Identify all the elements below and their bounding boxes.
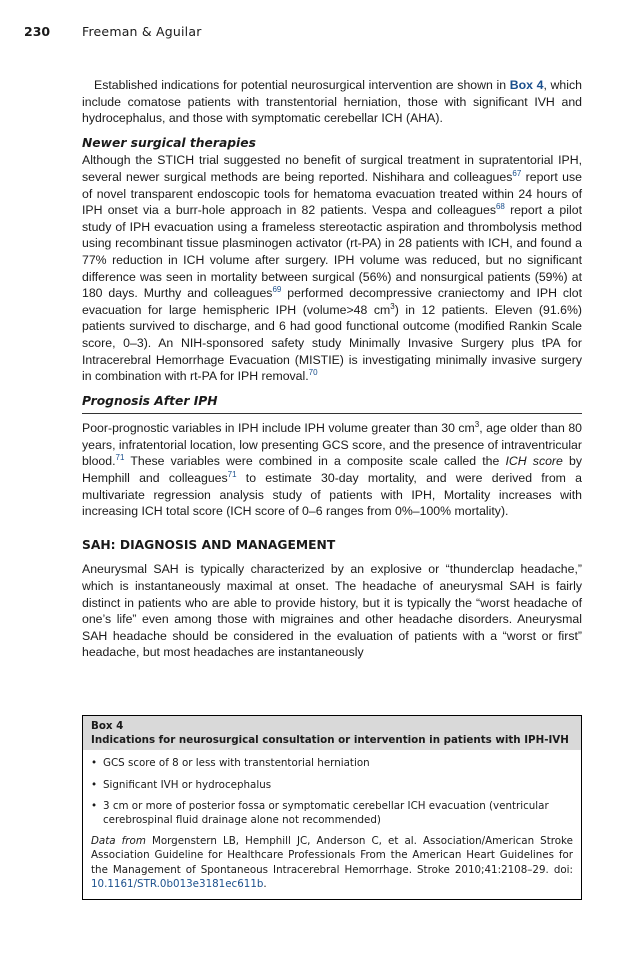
prognosis-paragraph: Poor-prognostic variables in IPH include IPH volume greater than 30 $cm^3$, age older than 80 years, infratentorial location, low presenting GCS score, and the presence of intraventricular blood.$^{71}$ These variables were combined in a composite scale called the ICH score by Hemphill and colleagues$^{71}$ to estimate 30-day mortality, and were derived from a multivariate regression analysis study of patients with IPH, Mortality increases with increasing ICH total score (ICH score of 0–6 ranges from 0%–100% mortality). bbox=[82, 420, 583, 519]
ref-70-link[interactable]: 70 bbox=[308, 368, 318, 377]
page-number: 230 bbox=[24, 24, 51, 39]
box-source: Data from Morgenstern LB, Hemphill JC, Anderson C, et al. Association/American Stroke Association Guideline for Healthcare Professionals From the American Heart Guidelines for the Management of Spontaneous Intracerebral Hemorrhage. Stroke 2010;41:2108–29. doi: 10.1161/STR.0b013e3181ec611b. bbox=[91, 835, 573, 890]
newer-therapies-paragraph: Although the STICH trial suggested no benefit of surgical treatment in supratentorial IPH, several newer surgical methods are being reported. Nishihara and colleagues$^{67}$ report use of novel transparent endoscopic tools for hematoma evacuation treated within 24 hours of IPH onset via a burr-hole approach in 82 patients. Vespa and colleagues$^{68}$ report a pilot study of IPH evacuation using a frameless stereotactic aspiration and thrombolysis method using recombinant tissue plasminogen activator (rt-PA) in 28 patients with ICH, and found a 77% reduction in ICH volume after surgery. IPH volume was reduced, but no significant difference was seen in mortality between surgical (56%) and nonsurgical patients (59%) at 180 days. Murthy and colleagues$^{69}$ performed decompressive craniectomy and IPH clot evacuation for large hemispheric IPH (volume>48 $cm^3$) in 12 patients. Eleven (91.6%) patients survived to discharge, and 6 had good functional outcome (modified Rankin Scale score, 0–3). An NIH-sponsored safety study Minimally Invasive Surgery plus tPA for Intracerebral Hemorrhage Evacuation (MISTIE) is investigating minimally invasive surgery in combination with rt-PA for IPH removal.$^{70}$ bbox=[82, 153, 583, 384]
ref-68-link[interactable]: 68 bbox=[495, 202, 505, 212]
ref-71-link[interactable]: 71 bbox=[115, 453, 125, 463]
doi-link[interactable]: 10.1161/STR.0b013e3181ec611b bbox=[91, 877, 264, 890]
ref-71-link[interactable]: 71 bbox=[227, 469, 237, 479]
ref-67-link[interactable]: 67 bbox=[512, 168, 522, 178]
bullet-icon: • bbox=[91, 799, 98, 812]
ref-69-link[interactable]: 69 bbox=[272, 285, 282, 295]
page-header bbox=[24, 24, 614, 44]
list-item: • GCS score of 8 or less with transtentorial herniation bbox=[91, 757, 370, 770]
prognosis-heading: Prognosis After IPH bbox=[82, 393, 582, 415]
list-item: • Significant IVH or hydrocephalus bbox=[91, 778, 272, 791]
box-4-link[interactable]: Box 4 bbox=[509, 78, 544, 92]
box-body bbox=[83, 750, 581, 899]
box-4 bbox=[82, 715, 582, 900]
sah-paragraph: Aneurysmal SAH is typically characterized by an explosive or “thunderclap headache,” which is instantaneously maximal at onset. The headache of aneurysmal SAH is fairly distinct in patients who are able to provide history, but it is typically the “worst headache of one’s life” even among those with migraines and other headache disorders. Aneurysmal SAH headache should be considered in the evaluation of patients with a “worst or first” headache, but most headaches are instantaneously bbox=[82, 562, 582, 660]
box-title: Indications for neurosurgical consultation or intervention in patients with IPH-IVH bbox=[91, 734, 569, 747]
main-content bbox=[82, 77, 582, 661]
running-head: Freeman & Aguilar bbox=[82, 24, 202, 39]
newer-therapies-heading: Newer surgical therapies bbox=[82, 135, 256, 150]
list-item: • 3 cm or more of posterior fossa or symptomatic cerebellar ICH evacuation (ventricular cerebrospinal fluid drainage alone not recommended) bbox=[91, 799, 549, 827]
box-header bbox=[83, 716, 581, 750]
box-label: Box 4 bbox=[91, 720, 124, 732]
bullet-icon: • bbox=[91, 778, 98, 791]
intro-paragraph: Established indications for potential neurosurgical intervention are shown in Box 4, which include comatose patients with transtentorial herniation, those with significant IVH and hydrocephalus, and those with symptomatic cerebellar ICH (AHA). bbox=[82, 78, 582, 126]
sah-heading: SAH: DIAGNOSIS AND MANAGEMENT bbox=[82, 537, 336, 552]
bullet-icon: • bbox=[91, 757, 98, 770]
